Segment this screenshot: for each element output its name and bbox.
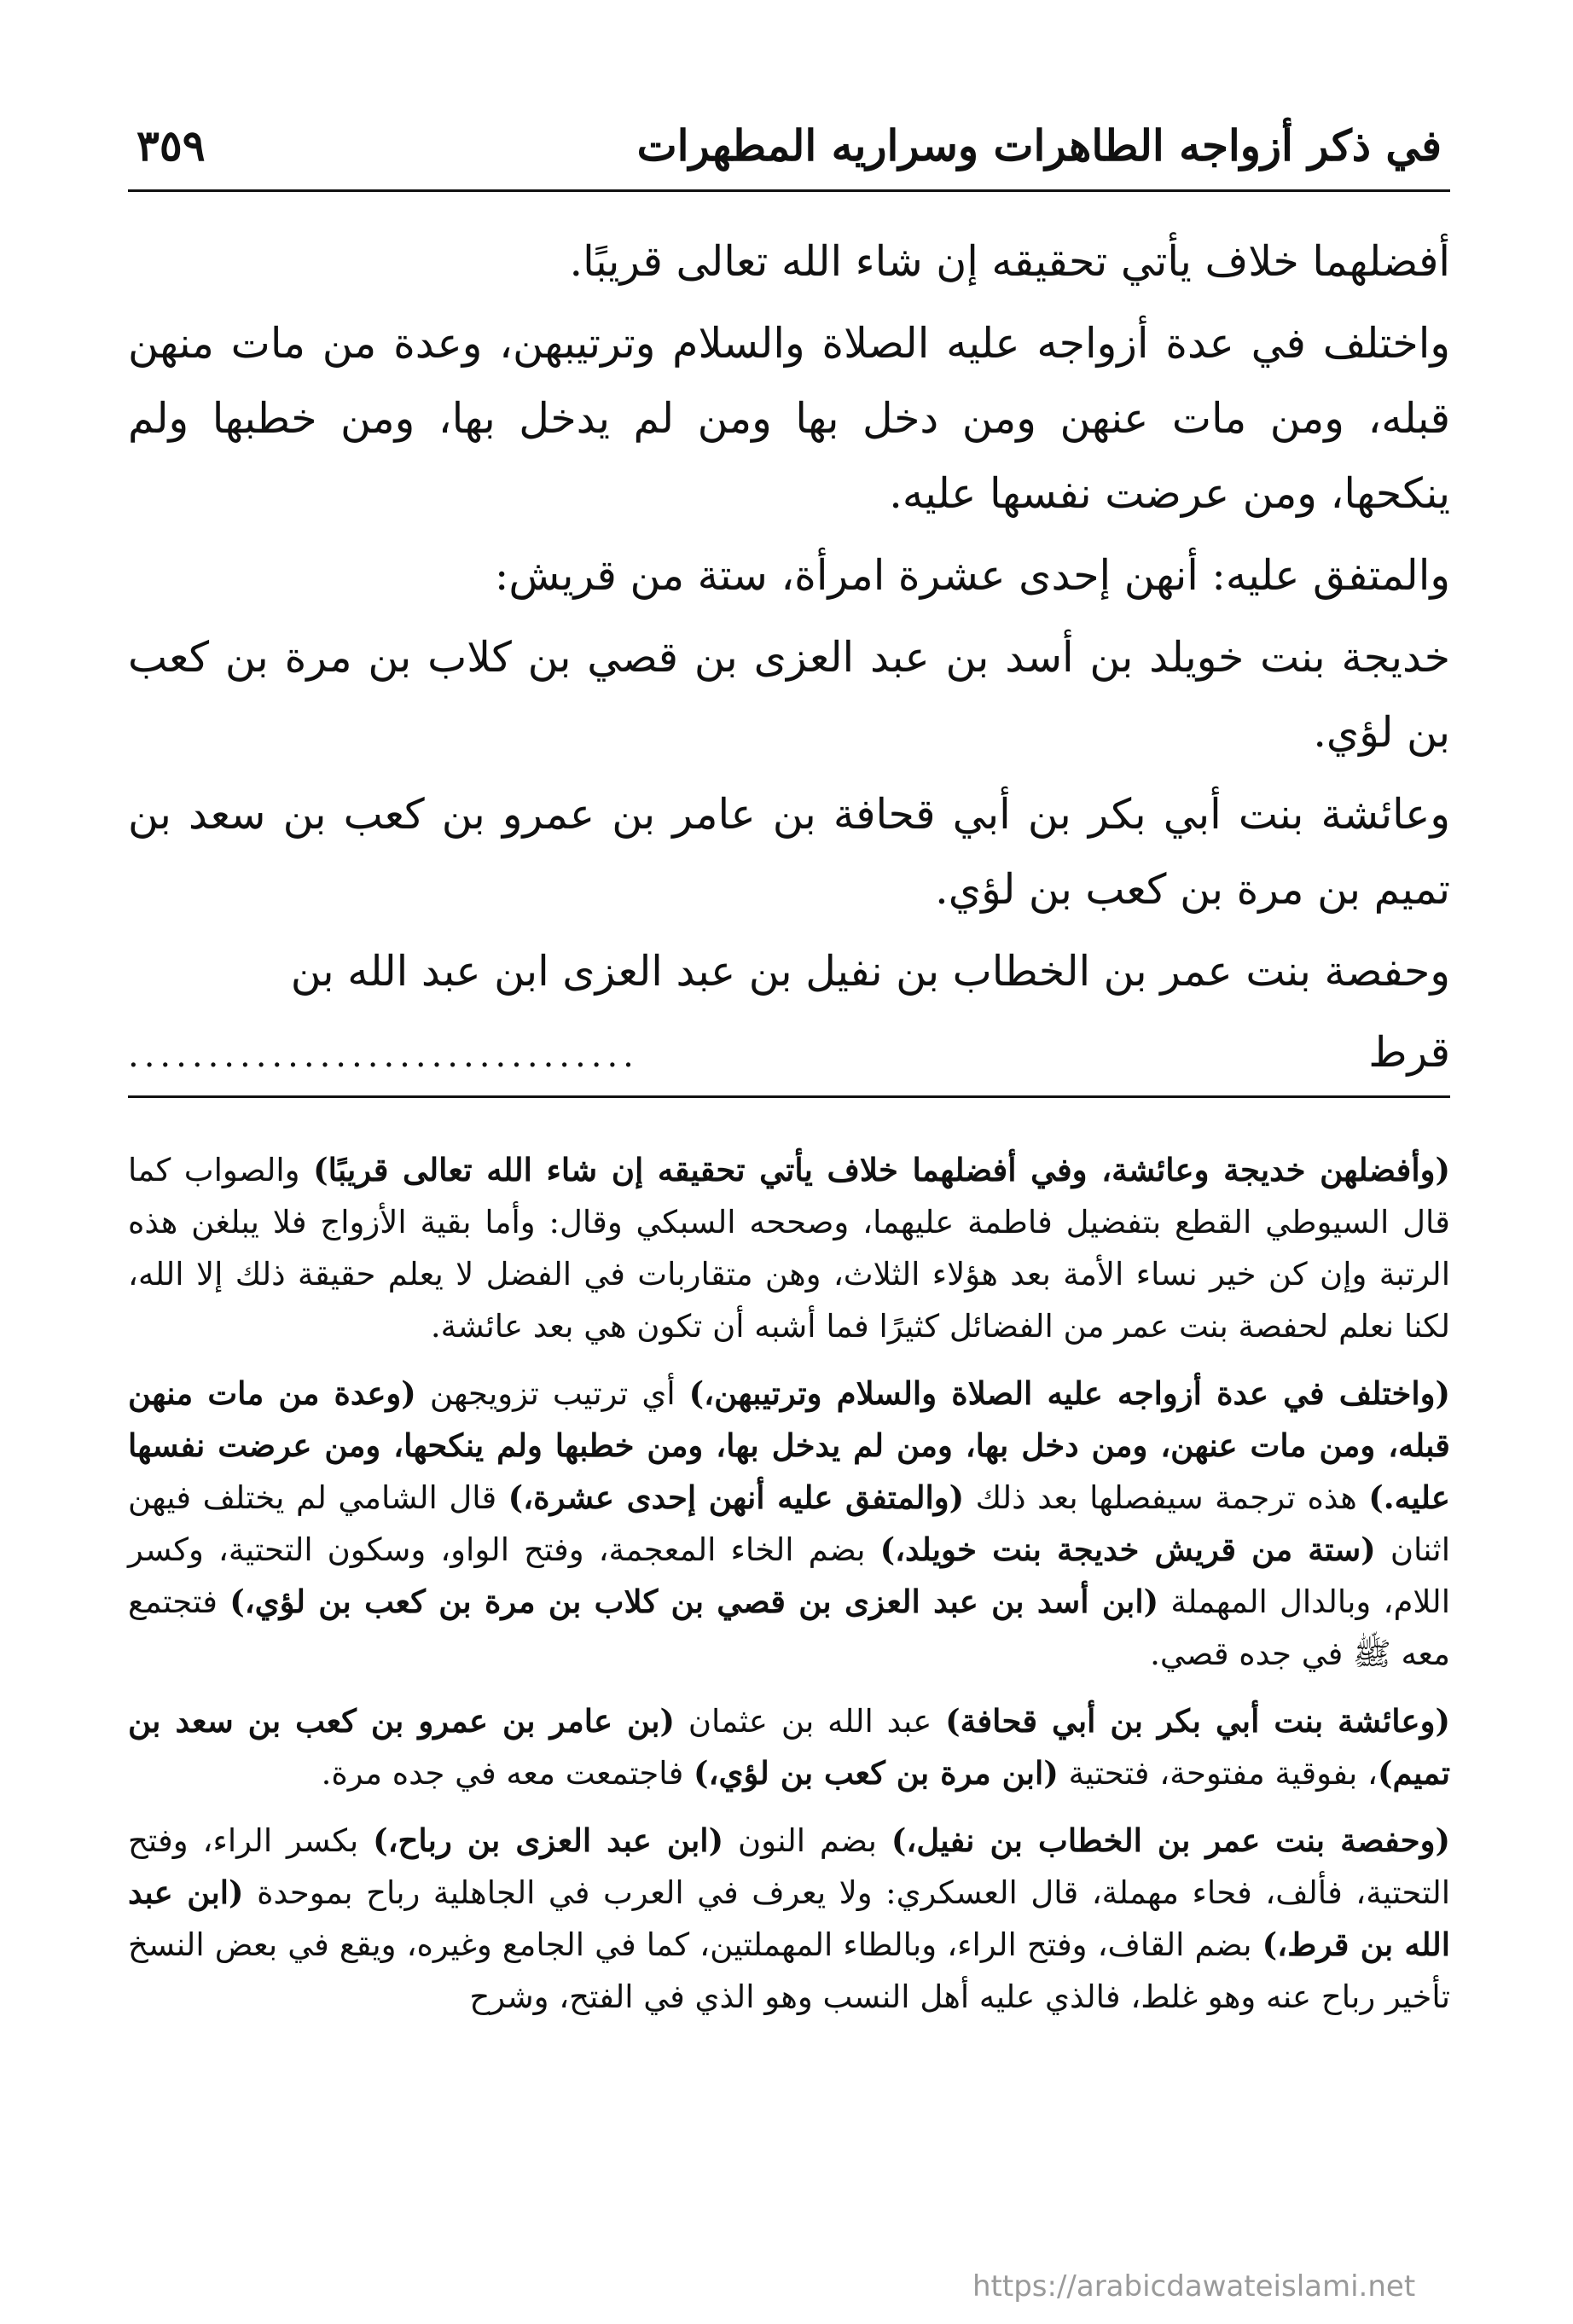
commentary-text: بضم النون [723, 1822, 891, 1859]
continuation-dots: ................................ [128, 1036, 639, 1075]
commentary-text: أي ترتيب تزويجهن [415, 1375, 689, 1412]
main-paragraph: وحفصة بنت عمر بن الخطاب بن نفيل بن عبد العزى ابن عبد الله بن [290, 947, 1450, 996]
quoted-text: (ستة من قريش خديجة بنت خويلد،) [879, 1531, 1376, 1568]
commentary-text: والصواب كما قال السيوطي القطع بتفضيل فاطمة عليهما، وصححه السبكي وقال: وأما بقية الأزواج فلا يبلغن هذه الرتبة وإن كن خير نساء الأمة بعد هؤلاء الثلاث، وهن متقاربات في الفضل لا يعلم حقيقة ذلك إلا الله، لكنا نعلم لحفصة بنت عمر من الفضائل كثيرًا فما أشبه أن تكون هي بعد عائشة. [128, 1152, 1450, 1345]
commentary-text: بضم القاف، وفتح الراء، وبالطاء المهملتين، كما في الجامع وغيره، ويقع في بعض النسخ تأخير رباح عنه وهو غلط، فالذي عليه أهل النسب وهو الذي في الفتح، وشرح [128, 1926, 1450, 2015]
commentary-text: بضم الخاء المعجمة، وفتح الواو، وسكون التحتية، وكسر اللام، وبالدال المهملة [128, 1531, 1450, 1620]
quoted-text: (ابن عبد الله بن قرط،) [128, 1874, 1450, 1963]
commentary [128, 1144, 1450, 2023]
commentary-text: فاجتمعت معه في جده مرة. [321, 1755, 694, 1792]
commentary-text: بكسر الراء، وفتح التحتية، فألف، فحاء مهملة، قال العسكري: ولا يعرف في العرب في الجاهلية رباح بموحدة [128, 1822, 1450, 1911]
main-paragraph: خديجة بنت خويلد بن أسد بن عبد العزى بن قصي بن كلاب بن مرة بن كعب بن لؤي. [128, 633, 1450, 757]
commentary-text: ، بفوقية مفتوحة، فتحتية [1058, 1755, 1379, 1792]
commentary-text: قال الشامي لم يختلف فيهن اثنان [128, 1479, 1451, 1568]
continuation-line [128, 1016, 1450, 1092]
commentary-rule [128, 1095, 1450, 1098]
quoted-text: (واختلف في عدة أزواجه عليه الصلاة والسلام وترتيبهن،) [688, 1374, 1451, 1412]
chapter-title: في ذكر أزواجه الطاهرات وسراريه المطهرات [636, 120, 1442, 171]
commentary-paragraph [128, 1815, 1450, 2023]
quoted-text: (بن عامر بن عمرو بن كعب بن سعد بن تميم) [128, 1702, 1450, 1792]
continuation-word: قرط [1368, 1028, 1450, 1077]
main-text [128, 224, 1450, 1092]
main-paragraph: واختلف في عدة أزواجه عليه الصلاة والسلام وترتيبهن، وعدة من مات منهن قبله، ومن مات عنهن ومن دخل بها ومن لم يدخل بها، ومن خطبها ولم ينكحها، ومن عرضت نفسها عليه. [128, 319, 1450, 518]
book-page [128, 102, 1450, 2286]
quoted-text: (والمتفق عليه أنهن إحدى عشرة،) [508, 1479, 965, 1516]
quoted-text: (وأفضلهن خديجة وعائشة، وفي أفضلهما خلاف يأتي تحقيقه إن شاء الله تعالى قريبًا) [313, 1151, 1450, 1188]
commentary-paragraph [128, 1144, 1450, 1352]
quoted-text: (ابن عبد العزى بن رباح،) [373, 1821, 724, 1859]
commentary-text: فتجتمع معه ﷺ في جده قصي. [128, 1583, 1450, 1672]
running-header [128, 102, 1450, 171]
quoted-text: (ابن مرة بن كعب بن لؤي،) [694, 1754, 1059, 1792]
quoted-text: (وحفصة بنت عمر بن الخطاب بن نفيل،) [891, 1821, 1451, 1859]
watermark-url: https://arabicdawateislami.net [972, 2269, 1416, 2304]
quoted-text: (وعدة من مات منهن قبله، ومن مات عنهن، ومن دخل بها، ومن لم يدخل بها، ومن خطبها ولم ينكحها، ومن عرضت نفسها عليه.) [128, 1374, 1450, 1516]
commentary-paragraph [128, 1368, 1450, 1680]
quoted-text: (وعائشة بنت أبي بكر بن أبي قحافة) [945, 1702, 1450, 1740]
header-rule [128, 189, 1450, 192]
commentary-text: هذه ترجمة سيفصلها بعد ذلك [964, 1479, 1369, 1516]
main-paragraph: أفضلهما خلاف يأتي تحقيقه إن شاء الله تعالى قريبًا. [569, 237, 1450, 286]
main-paragraph: وعائشة بنت أبي بكر بن أبي قحافة بن عامر بن عمرو بن كعب بن سعد بن تميم بن مرة بن كعب بن لؤي. [128, 790, 1450, 914]
quoted-text: (ابن أسد بن عبد العزى بن قصي بن كلاب بن مرة بن كعب بن لؤي،) [229, 1583, 1159, 1620]
page-number: ٣٥٩ [136, 120, 206, 171]
commentary-paragraph [128, 1695, 1450, 1799]
main-paragraph: والمتفق عليه: أنهن إحدى عشرة امرأة، ستة من قريش: [494, 551, 1450, 600]
commentary-text: عبد الله بن عثمان [675, 1703, 946, 1740]
